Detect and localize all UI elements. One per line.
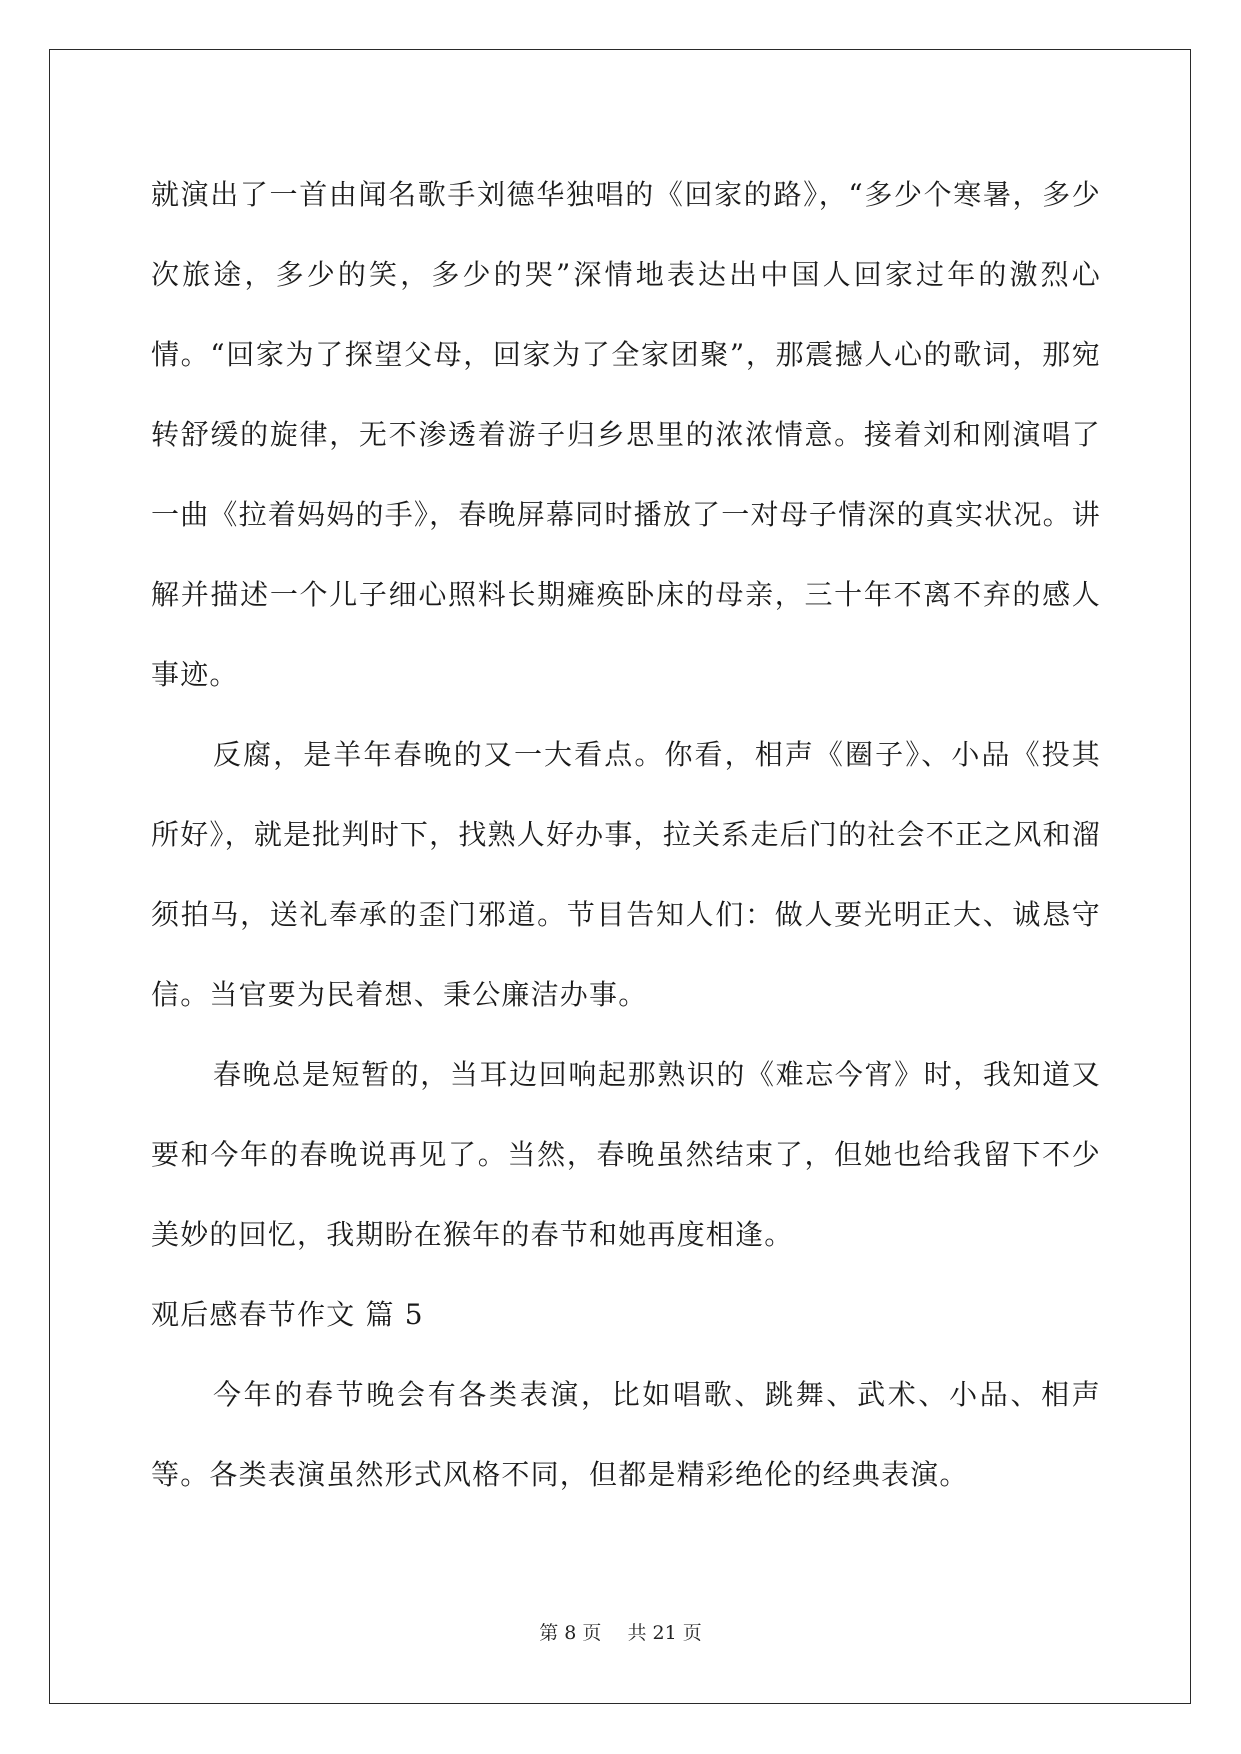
paragraph-farewell: 春晚总是短暂的，当耳边回响起那熟识的《难忘今宵》时，我知道又要和今年的春晚说再见了。当然，春晚虽然结束了，但她也给我留下不少美妙的回忆，我期盼在猴年的春节和她再度相逢。 <box>151 1058 1101 1251</box>
paragraph-anti-corruption: 反腐，是羊年春晚的又一大看点。你看，相声《圈子》、小品《投其所好》，就是批判时下，找熟人好办事，拉关系走后门的社会不正之风和溜须拍马，送礼奉承的歪门邪道。节目告知人们：做人要光明正大、诚恳守信。当官要为民着想、秉公廉洁办事。 <box>151 738 1101 1011</box>
page-footer <box>0 1618 1241 1645</box>
section-heading: 观后感春节作文 篇 5 <box>151 1298 424 1331</box>
document-body <box>151 155 1101 1515</box>
paragraph-performances: 今年的春节晚会有各类表演，比如唱歌、跳舞、武术、小品、相声等。各类表演虽然形式风格不同，但都是精彩绝伦的经典表演。 <box>151 1378 1101 1491</box>
page-total: 共 21 页 <box>627 1622 702 1644</box>
paragraph-continued: 就演出了一首由闻名歌手刘德华独唱的《回家的路》，“多少个寒暑，多少次旅途，多少的笑，多少的哭”深情地表达出中国人回家过年的激烈心情。“回家为了探望父母，回家为了全家团聚”，那震撼人心的歌词，那宛转舒缓的旋律，无不渗透着游子归乡思里的浓浓情意。接着刘和刚演唱了一曲《拉着妈妈的手》，春晚屏幕同时播放了一对母子情深的真实状况。讲解并描述一个儿子细心照料长期瘫痪卧床的母亲，三十年不离不弃的感人事迹。 <box>151 178 1101 691</box>
page-number: 第 8 页 <box>539 1622 602 1644</box>
